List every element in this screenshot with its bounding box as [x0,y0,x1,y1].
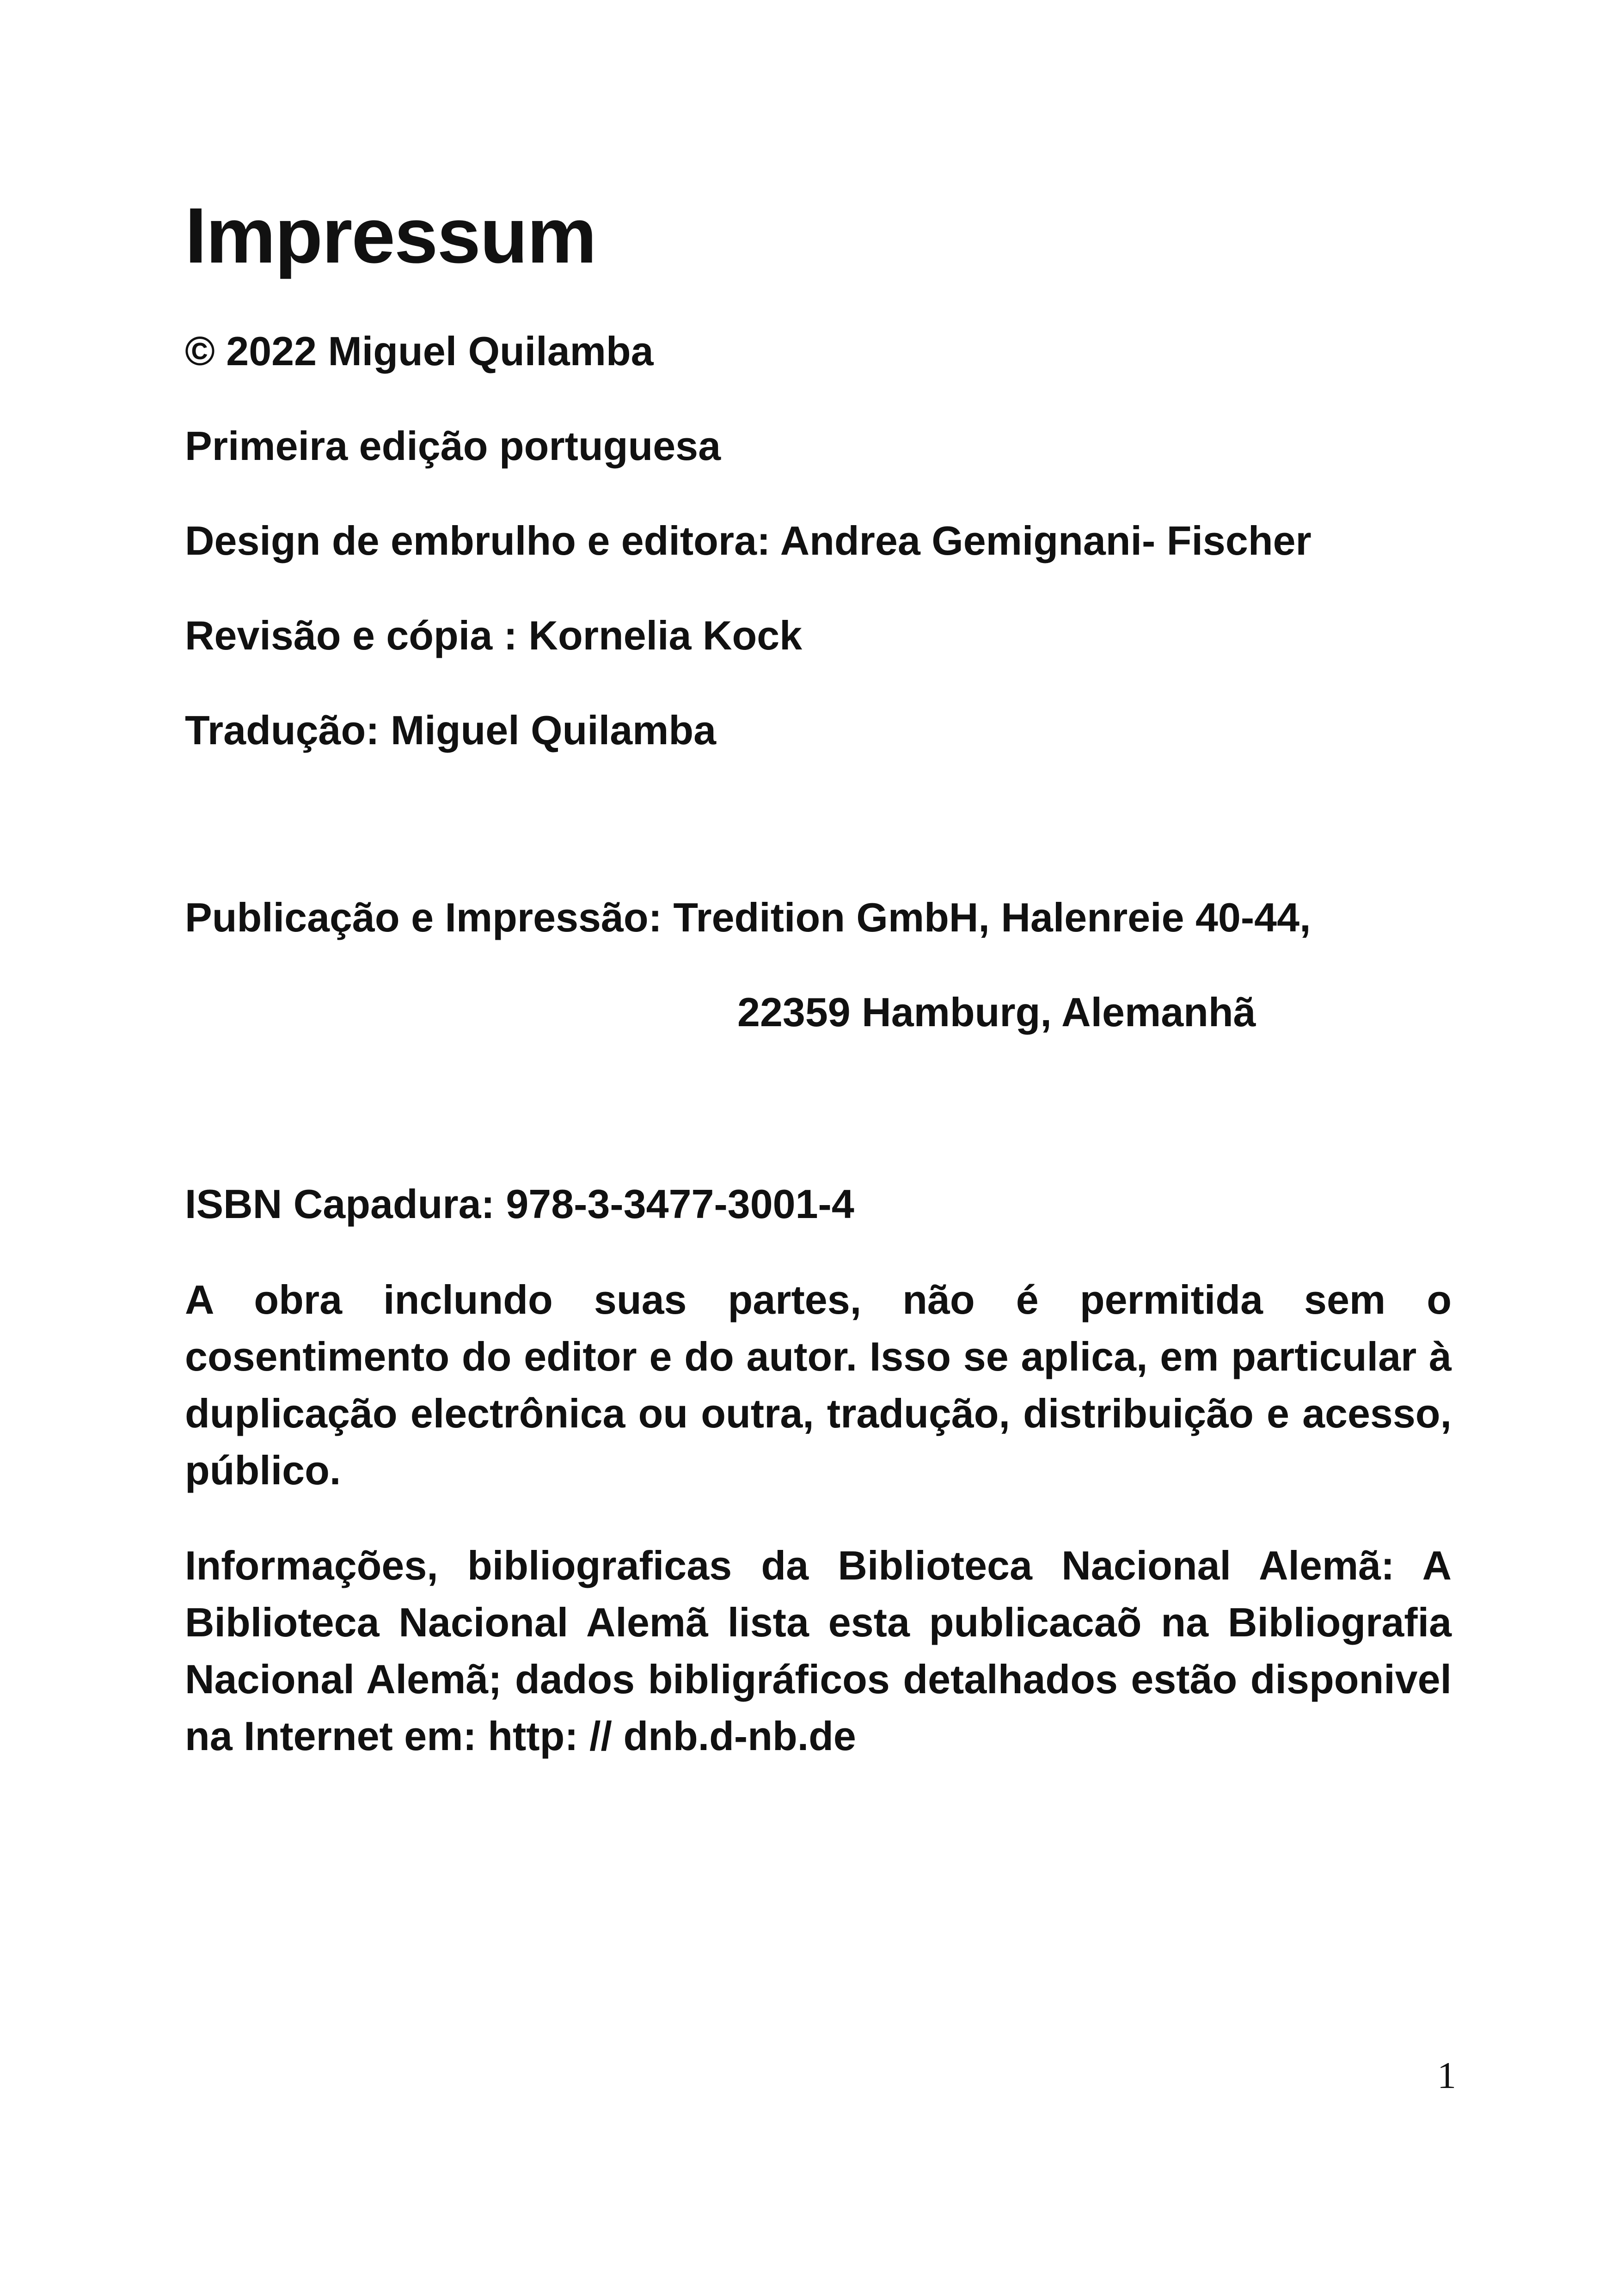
translation-line: Tradução: Miguel Quilamba [185,707,717,753]
cover-design-line: Design de embrulho e editora: Andrea Gemignani- Fischer [185,518,1312,563]
edition-line: Primeira edição portuguesa [185,423,721,469]
copyright-line: © 2022 Miguel Quilamba [185,328,654,374]
page-number: 1 [1437,2054,1456,2096]
publisher-address-line: Publicação e Impressão: Tredition GmbH, Halenreie 40-44, [185,894,1311,940]
rights-paragraph: A obra inclundo suas partes, não é permitida sem o cosentimento do editor e do autor. Isso se aplica, em particular à duplicação electrônica ou outra, tradução, distribuição e acesso, público. [185,1277,1452,1493]
revision-line: Revisão e cópia : Kornelia Kock [185,612,803,658]
bibliographic-info-paragraph: Informações, bibliograficas da Biblioteca Nacional Alemã: A Biblioteca Nacional Alemã lista esta publicacaõ na Bibliografia Nacional Alemã; dados bibligráficos detalhados estão disponivel na Internet em: http: // dnb.d-nb.de [185,1543,1452,1759]
publisher-city-line: 22359 Hamburg, Alemanhã [737,989,1256,1035]
isbn-line: ISBN Capadura: 978-3-3477-3001-4 [185,1181,854,1227]
page-title: Impressum [185,192,596,280]
